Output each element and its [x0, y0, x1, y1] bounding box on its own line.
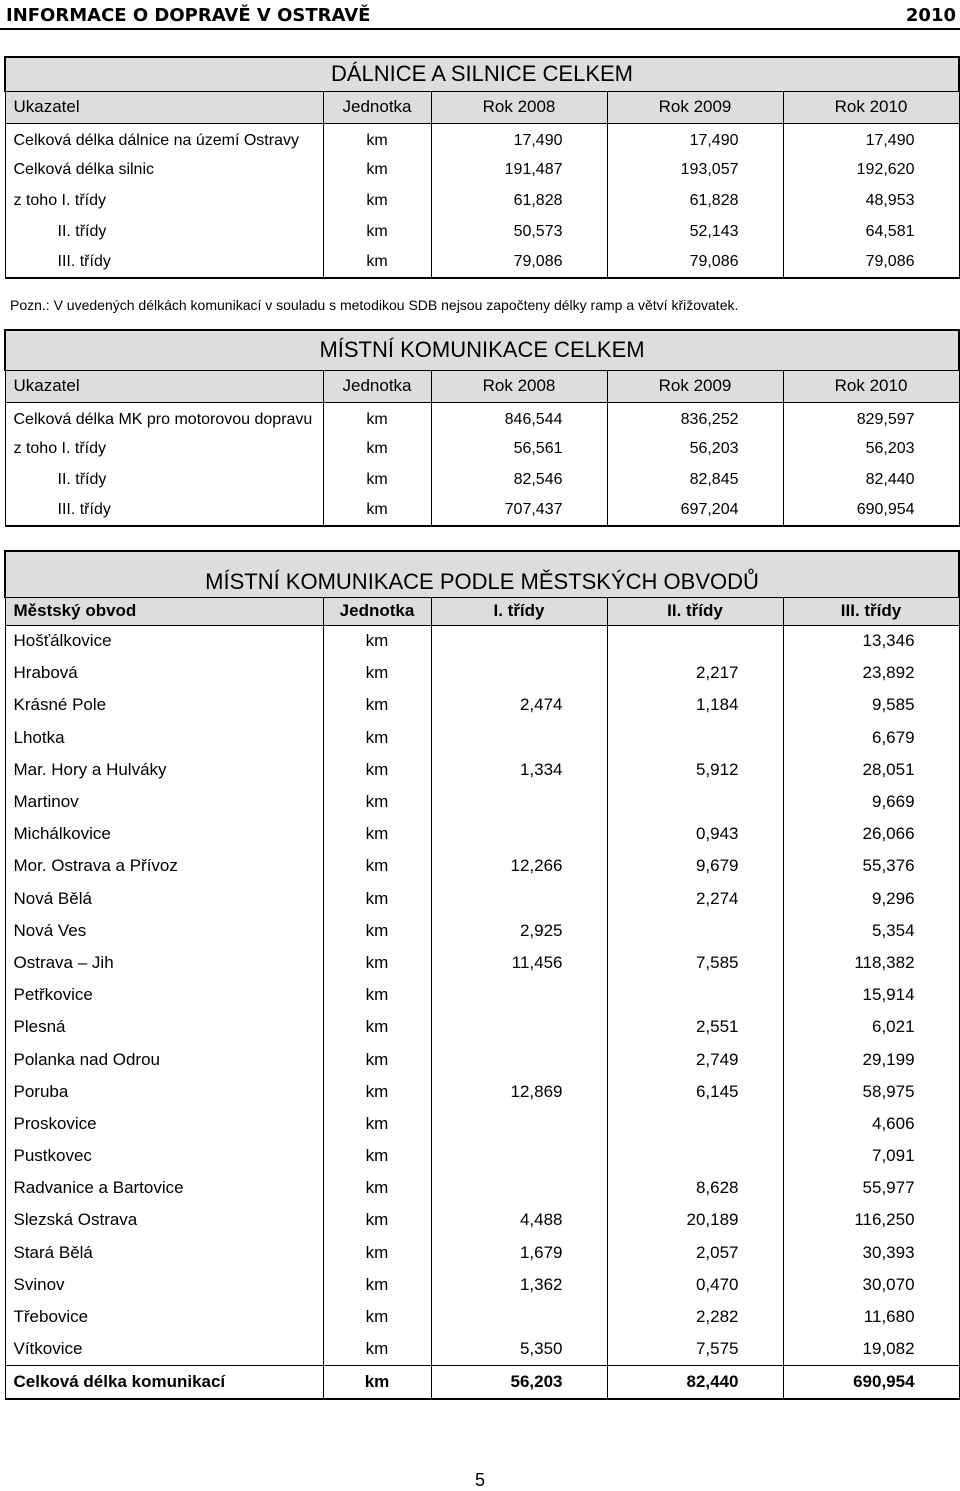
unit-cell: km	[323, 402, 431, 433]
value-cell: 836,252	[607, 402, 783, 433]
table-row	[5, 850, 959, 882]
value-cell: 17,490	[783, 123, 959, 154]
value-cell: 2,474	[431, 689, 607, 721]
unit-cell: km	[323, 216, 431, 247]
value-cell	[431, 979, 607, 1011]
unit-cell: km	[323, 123, 431, 154]
value-cell	[607, 979, 783, 1011]
value-cell: 82,845	[607, 464, 783, 495]
row-label: Vítkovice	[5, 1333, 323, 1365]
table-row	[5, 689, 959, 721]
value-cell: 58,975	[783, 1076, 959, 1108]
value-cell: 56,203	[783, 433, 959, 464]
document-title: INFORMACE O DOPRAVĚ V OSTRAVĚ	[6, 5, 371, 26]
unit-cell: km	[323, 1140, 431, 1172]
table-row	[5, 1204, 959, 1236]
value-cell: 6,021	[783, 1011, 959, 1043]
unit-cell: km	[323, 1108, 431, 1140]
value-cell	[607, 722, 783, 754]
unit-cell: km	[323, 1011, 431, 1043]
row-label: II. třídy	[5, 216, 323, 247]
col-header: Městský obvod	[5, 597, 323, 625]
table-body	[5, 123, 959, 278]
value-cell: 4,606	[783, 1108, 959, 1140]
col-header: Ukazatel	[5, 370, 323, 402]
value-cell: 5,354	[783, 915, 959, 947]
table-row	[5, 1172, 959, 1204]
row-label: Hrabová	[5, 657, 323, 689]
value-cell	[607, 915, 783, 947]
value-cell: 82,440	[783, 464, 959, 495]
value-cell: 191,487	[431, 154, 607, 185]
value-cell: 118,382	[783, 947, 959, 979]
value-cell: 56,561	[431, 433, 607, 464]
value-cell: 4,488	[431, 1204, 607, 1236]
value-cell: 9,296	[783, 883, 959, 915]
value-cell: 11,680	[783, 1301, 959, 1333]
value-cell: 56,203	[607, 433, 783, 464]
row-label: Lhotka	[5, 722, 323, 754]
unit-cell: km	[323, 754, 431, 786]
table-row	[5, 1269, 959, 1301]
table-row	[5, 947, 959, 979]
local-roads-total-table	[4, 329, 960, 527]
table-row	[5, 154, 959, 185]
value-cell: 17,490	[431, 123, 607, 154]
col-header: Jednotka	[323, 91, 431, 123]
value-cell: 15,914	[783, 979, 959, 1011]
value-cell: 193,057	[607, 154, 783, 185]
value-cell: 0,470	[607, 1269, 783, 1301]
col-header: Rok 2010	[783, 91, 959, 123]
local-roads-by-district-table	[4, 550, 960, 1400]
row-label: Nová Ves	[5, 915, 323, 947]
unit-cell: km	[323, 495, 431, 526]
unit-cell: km	[323, 689, 431, 721]
unit-cell: km	[323, 154, 431, 185]
table-row	[5, 495, 959, 526]
value-cell: 12,266	[431, 850, 607, 882]
table-row	[5, 1301, 959, 1333]
value-cell: 7,575	[607, 1333, 783, 1365]
unit-cell: km	[323, 1076, 431, 1108]
row-label: Hošťálkovice	[5, 625, 323, 657]
total-label: Celková délka komunikací	[5, 1365, 323, 1399]
unit-cell: km	[323, 1237, 431, 1269]
value-cell: 9,585	[783, 689, 959, 721]
value-cell: 79,086	[783, 247, 959, 278]
unit-cell: km	[323, 883, 431, 915]
value-cell	[431, 1043, 607, 1075]
row-label: Slezská Ostrava	[5, 1204, 323, 1236]
value-cell: 48,953	[783, 185, 959, 216]
table-row	[5, 754, 959, 786]
row-label: Pustkovec	[5, 1140, 323, 1172]
value-cell	[431, 1011, 607, 1043]
row-label: Svinov	[5, 1269, 323, 1301]
table-row	[5, 1043, 959, 1075]
value-cell: 6,679	[783, 722, 959, 754]
value-cell: 50,573	[431, 216, 607, 247]
value-cell: 8,628	[607, 1172, 783, 1204]
table-row	[5, 915, 959, 947]
header-rule	[0, 28, 960, 30]
value-cell	[431, 818, 607, 850]
col-header: III. třídy	[783, 597, 959, 625]
col-header: Rok 2008	[431, 91, 607, 123]
table-row	[5, 657, 959, 689]
value-cell: 79,086	[607, 247, 783, 278]
value-cell: 7,585	[607, 947, 783, 979]
total-unit: km	[323, 1365, 431, 1399]
value-cell: 707,437	[431, 495, 607, 526]
value-cell: 61,828	[431, 185, 607, 216]
value-cell: 697,204	[607, 495, 783, 526]
table-row	[5, 1140, 959, 1172]
table-row	[5, 185, 959, 216]
col-header: Jednotka	[323, 597, 431, 625]
value-cell	[431, 722, 607, 754]
value-cell: 17,490	[607, 123, 783, 154]
unit-cell: km	[323, 185, 431, 216]
col-header: Rok 2010	[783, 370, 959, 402]
col-header: II. třídy	[607, 597, 783, 625]
row-label: Celková délka silnic	[5, 154, 323, 185]
table-row	[5, 464, 959, 495]
table-row	[5, 1237, 959, 1269]
value-cell: 5,350	[431, 1333, 607, 1365]
roads-total-table	[4, 56, 960, 279]
row-label: Celková délka dálnice na území Ostravy	[5, 123, 323, 154]
row-label: Mor. Ostrava a Přívoz	[5, 850, 323, 882]
table-row	[5, 818, 959, 850]
row-label: Polanka nad Odrou	[5, 1043, 323, 1075]
value-cell: 2,749	[607, 1043, 783, 1075]
unit-cell: km	[323, 657, 431, 689]
page-header	[6, 2, 956, 28]
value-cell: 5,912	[607, 754, 783, 786]
row-label: III. třídy	[5, 247, 323, 278]
unit-cell: km	[323, 722, 431, 754]
value-cell	[607, 786, 783, 818]
row-label: Krásné Pole	[5, 689, 323, 721]
table-row	[5, 123, 959, 154]
footnote: Pozn.: V uvedených délkách komunikací v souladu s metodikou SDB nejsou započteny délky ramp a větví křižovatek.	[10, 297, 739, 313]
row-label: Mar. Hory a Hulváky	[5, 754, 323, 786]
unit-cell: km	[323, 850, 431, 882]
value-cell: 2,282	[607, 1301, 783, 1333]
unit-cell: km	[323, 1204, 431, 1236]
value-cell: 28,051	[783, 754, 959, 786]
value-cell: 9,679	[607, 850, 783, 882]
value-cell: 846,544	[431, 402, 607, 433]
col-header: Rok 2008	[431, 370, 607, 402]
value-cell: 116,250	[783, 1204, 959, 1236]
value-cell: 52,143	[607, 216, 783, 247]
unit-cell: km	[323, 1172, 431, 1204]
row-label: Poruba	[5, 1076, 323, 1108]
table-row	[5, 979, 959, 1011]
value-cell: 7,091	[783, 1140, 959, 1172]
row-label: Proskovice	[5, 1108, 323, 1140]
row-label: Celková délka MK pro motorovou dopravu	[5, 402, 323, 433]
table-row	[5, 247, 959, 278]
unit-cell: km	[323, 947, 431, 979]
unit-cell: km	[323, 1333, 431, 1365]
table-row	[5, 216, 959, 247]
value-cell	[431, 1172, 607, 1204]
document-year: 2010	[905, 5, 956, 26]
row-label: Třebovice	[5, 1301, 323, 1333]
value-cell	[431, 1140, 607, 1172]
row-label: z toho I. třídy	[5, 433, 323, 464]
unit-cell: km	[323, 1269, 431, 1301]
table-total	[5, 1365, 959, 1399]
value-cell: 12,869	[431, 1076, 607, 1108]
row-label: Ostrava – Jih	[5, 947, 323, 979]
value-cell	[431, 657, 607, 689]
value-cell: 1,362	[431, 1269, 607, 1301]
unit-cell: km	[323, 247, 431, 278]
page-number: 5	[474, 1470, 485, 1490]
table-row	[5, 1011, 959, 1043]
table-row	[5, 625, 959, 657]
value-cell: 690,954	[783, 495, 959, 526]
value-cell: 2,057	[607, 1237, 783, 1269]
row-label: Petřkovice	[5, 979, 323, 1011]
value-cell: 13,346	[783, 625, 959, 657]
value-cell: 1,679	[431, 1237, 607, 1269]
table-row	[5, 883, 959, 915]
table-row	[5, 786, 959, 818]
table-body	[5, 402, 959, 526]
value-cell: 2,925	[431, 915, 607, 947]
row-label: z toho I. třídy	[5, 185, 323, 216]
table-body	[5, 625, 959, 1365]
value-cell: 79,086	[431, 247, 607, 278]
value-cell	[607, 1140, 783, 1172]
value-cell: 23,892	[783, 657, 959, 689]
row-label: Nová Bělá	[5, 883, 323, 915]
row-label: Plesná	[5, 1011, 323, 1043]
table-row	[5, 433, 959, 464]
value-cell: 29,199	[783, 1043, 959, 1075]
row-label: III. třídy	[5, 495, 323, 526]
value-cell: 64,581	[783, 216, 959, 247]
value-cell	[607, 1108, 783, 1140]
table-row	[5, 402, 959, 433]
value-cell	[431, 883, 607, 915]
value-cell: 9,669	[783, 786, 959, 818]
value-cell	[431, 1301, 607, 1333]
value-cell: 2,551	[607, 1011, 783, 1043]
table-row	[5, 722, 959, 754]
unit-cell: km	[323, 818, 431, 850]
row-label: Radvanice a Bartovice	[5, 1172, 323, 1204]
value-cell: 6,145	[607, 1076, 783, 1108]
value-cell: 2,217	[607, 657, 783, 689]
unit-cell: km	[323, 1043, 431, 1075]
col-header: Jednotka	[323, 370, 431, 402]
value-cell: 55,376	[783, 850, 959, 882]
total-value: 690,954	[783, 1365, 959, 1399]
unit-cell: km	[323, 979, 431, 1011]
total-value: 56,203	[431, 1365, 607, 1399]
value-cell	[607, 625, 783, 657]
value-cell	[431, 786, 607, 818]
total-value: 82,440	[607, 1365, 783, 1399]
value-cell: 82,546	[431, 464, 607, 495]
table-title: MÍSTNÍ KOMUNIKACE CELKEM	[5, 330, 959, 370]
value-cell	[431, 625, 607, 657]
row-label: Stará Bělá	[5, 1237, 323, 1269]
col-header: Ukazatel	[5, 91, 323, 123]
unit-cell: km	[323, 786, 431, 818]
value-cell: 20,189	[607, 1204, 783, 1236]
table-title: MÍSTNÍ KOMUNIKACE PODLE MĚSTSKÝCH OBVODŮ	[5, 551, 959, 597]
value-cell: 2,274	[607, 883, 783, 915]
row-label: Martinov	[5, 786, 323, 818]
value-cell: 192,620	[783, 154, 959, 185]
value-cell: 19,082	[783, 1333, 959, 1365]
unit-cell: km	[323, 433, 431, 464]
unit-cell: km	[323, 464, 431, 495]
table-title: DÁLNICE A SILNICE CELKEM	[5, 57, 959, 91]
value-cell: 11,456	[431, 947, 607, 979]
value-cell	[431, 1108, 607, 1140]
row-label: Michálkovice	[5, 818, 323, 850]
value-cell: 1,334	[431, 754, 607, 786]
value-cell: 30,070	[783, 1269, 959, 1301]
col-header: Rok 2009	[607, 370, 783, 402]
value-cell: 829,597	[783, 402, 959, 433]
col-header: I. třídy	[431, 597, 607, 625]
value-cell: 61,828	[607, 185, 783, 216]
value-cell: 0,943	[607, 818, 783, 850]
value-cell: 30,393	[783, 1237, 959, 1269]
table-row	[5, 1333, 959, 1365]
table-row	[5, 1108, 959, 1140]
value-cell: 55,977	[783, 1172, 959, 1204]
value-cell: 26,066	[783, 818, 959, 850]
unit-cell: km	[323, 625, 431, 657]
row-label: II. třídy	[5, 464, 323, 495]
unit-cell: km	[323, 915, 431, 947]
value-cell: 1,184	[607, 689, 783, 721]
col-header: Rok 2009	[607, 91, 783, 123]
unit-cell: km	[323, 1301, 431, 1333]
table-row	[5, 1076, 959, 1108]
